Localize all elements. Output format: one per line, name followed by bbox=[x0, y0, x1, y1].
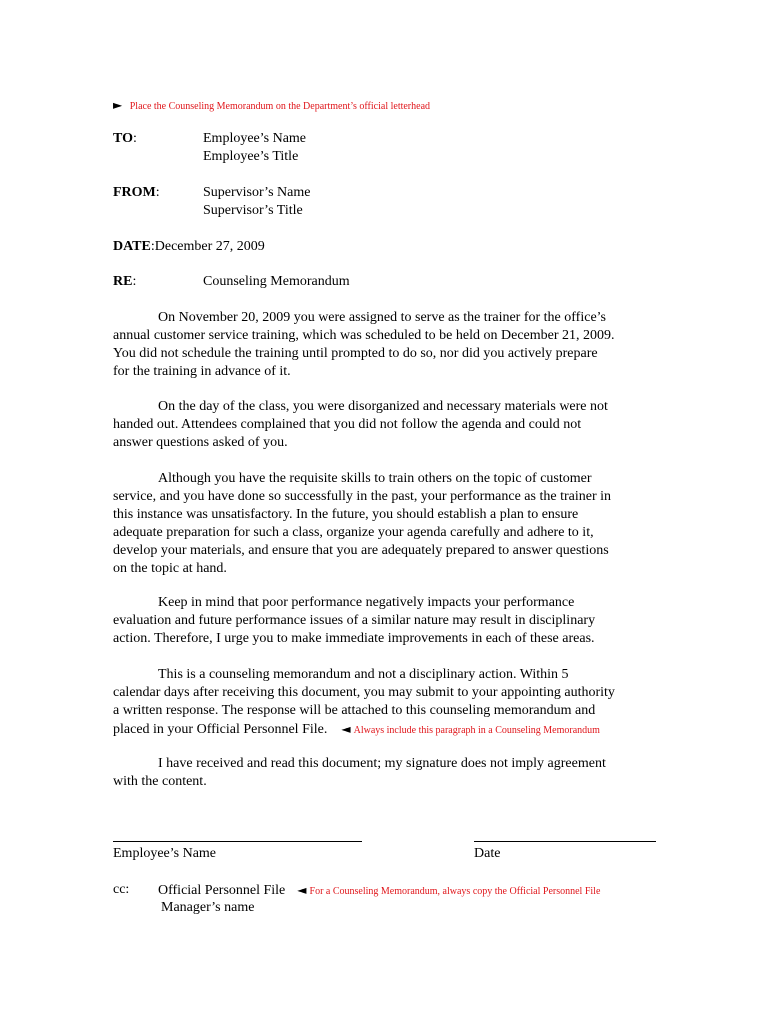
from-name: Supervisor’s Name bbox=[203, 185, 311, 200]
to-name: Employee’s Name bbox=[203, 131, 307, 146]
to-title: Employee’s Title bbox=[203, 149, 299, 164]
paragraph-instruction-text: Always include this paragraph in a Counseling Memorandum bbox=[353, 725, 600, 736]
employee-signature-line bbox=[113, 841, 362, 842]
left-pointer-icon: ◄ bbox=[341, 722, 351, 736]
paragraph-acknowledgement: I have received and read this document; my signature does not imply agreement with the content. bbox=[113, 756, 606, 789]
paragraph-class-day: On the day of the class, you were disorganized and necessary materials were not handed out. Attendees complained that you did not follow the agenda and could not answer questions asked of you. bbox=[113, 399, 608, 450]
paragraph-improvement: Keep in mind that poor performance negatively impacts your performance evaluation and future performance issues of a similar nature may result in disciplinary action. Therefore, I urge you to make immediate improvements in each of these areas. bbox=[113, 595, 596, 646]
cc-item-manager: Manager’s name bbox=[161, 900, 255, 915]
from-title: Supervisor’s Title bbox=[203, 203, 303, 218]
date-signature-line bbox=[474, 841, 656, 842]
right-pointer-icon: ► bbox=[113, 98, 123, 112]
cc-item-personnel-file: Official Personnel File ◄ For a Counseling Memorandum, always copy the Official Personnel File bbox=[158, 883, 601, 898]
letterhead-instruction-text: Place the Counseling Memorandum on the Department’s official letterhead bbox=[129, 101, 431, 112]
cc-instruction-text: For a Counseling Memorandum, always copy the Official Personnel File bbox=[309, 886, 601, 897]
paragraph-performance: Although you have the requisite skills to train others on the topic of customer service, and you have done so successfully in the past, your performance as the trainer in this instance was unsatisfactory. In the future, you should establish a plan to ensure adequate preparation for such a class, organize your agenda carefully and adhere to it, develop your materials, and ensure that you are adequately prepared to answer questions on the topic at hand. bbox=[113, 471, 611, 576]
from-label: FROM: bbox=[113, 185, 160, 200]
to-label: TO: bbox=[113, 131, 137, 146]
paragraph-assignment: On November 20, 2009 you were assigned to serve as the trainer for the office’s annual customer service training, which was scheduled to be held on December 21, 2009. You did not schedule the training until prompted to do so, nor did you actively prepare for the training in advance of it. bbox=[113, 310, 615, 379]
letterhead-instruction bbox=[113, 96, 430, 115]
re-label: RE: bbox=[113, 274, 137, 289]
employee-name-label: Employee’s Name bbox=[113, 846, 217, 861]
left-pointer-icon: ◄ bbox=[297, 883, 307, 897]
re-value: Counseling Memorandum bbox=[203, 274, 350, 289]
date-line bbox=[113, 238, 265, 256]
date-label: DATE bbox=[113, 239, 151, 254]
cc-label: cc: bbox=[113, 882, 130, 897]
date-value: :December 27, 2009 bbox=[150, 239, 265, 254]
paragraph-counseling-notice: This is a counseling memorandum and not a disciplinary action. Within 5 calendar days after receiving this document, you may submit to your appointing authority a written response. The response will be attached to this counseling memorandum and placed in your Official Personnel File. ◄ Always include this paragraph in a Counseling Memorandum bbox=[113, 667, 615, 737]
date-label-signature: Date bbox=[474, 846, 501, 861]
